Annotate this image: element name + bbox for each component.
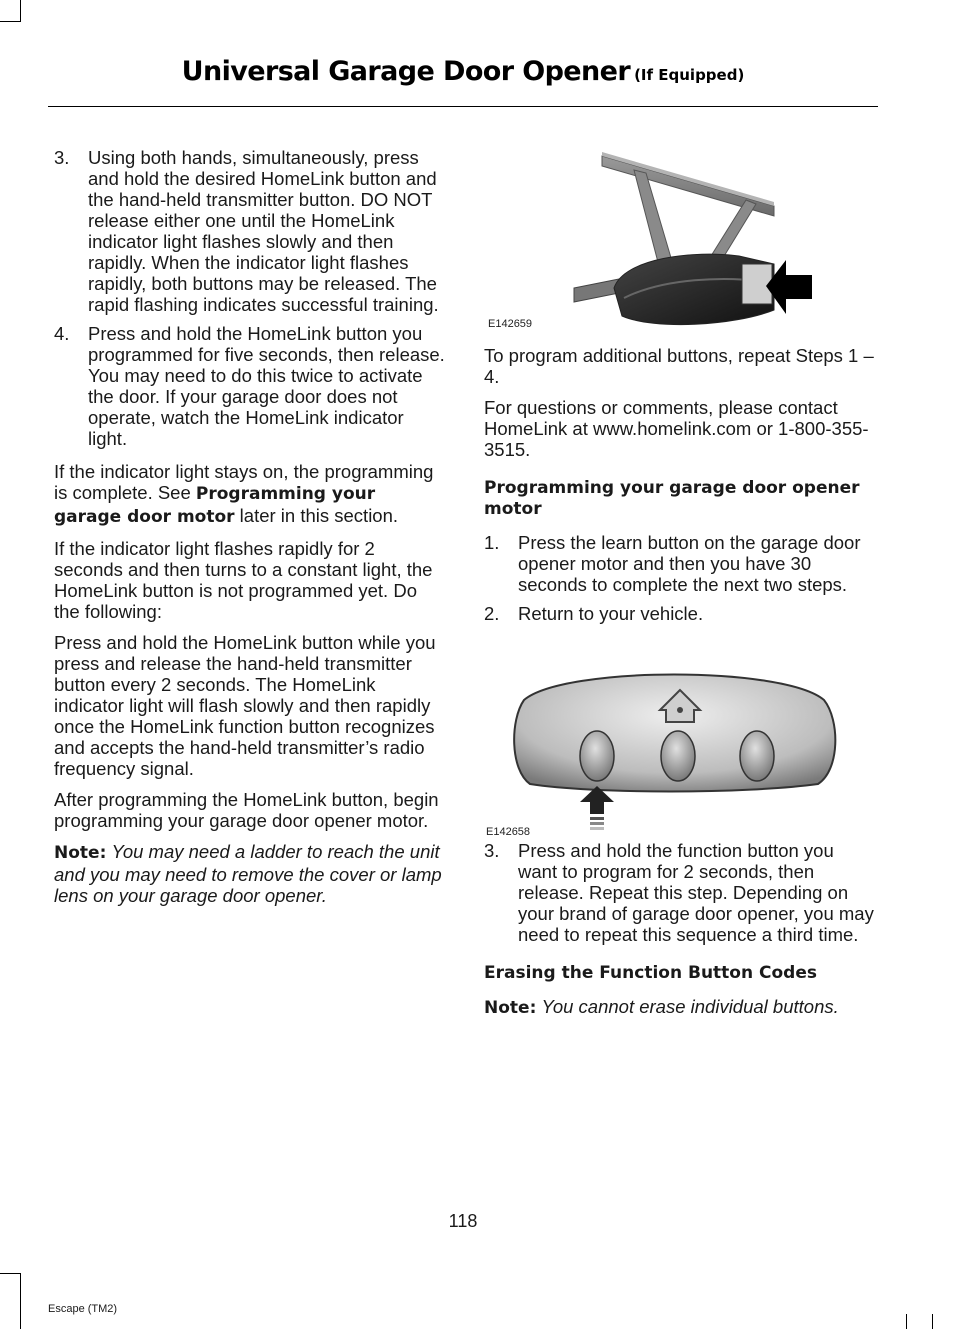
crop-mark [20, 0, 21, 22]
list-text: Return to your vehicle. [518, 603, 704, 624]
note-text: You may need a ladder to reach the unit and you may need to remove the cover or lamp lens on your garage door opener. [54, 841, 442, 906]
list-item-step-4 [54, 323, 446, 449]
paragraph: For questions or comments, please contact HomeLink at www.homelink.com or 1-800-355-3515. [484, 397, 869, 460]
paragraph [54, 461, 446, 528]
function-button-1 [580, 731, 614, 781]
footer-text: Escape (TM2) [48, 1303, 118, 1315]
list-number: 2. [484, 603, 500, 624]
paragraph: If the indicator light flashes rapidly for 2 seconds and then turns to a constant light, the HomeLink button is not programmed yet. Do the following: [54, 538, 433, 622]
note-text: You cannot erase individual buttons. [541, 996, 839, 1017]
header-rule [48, 106, 878, 107]
homelink-drawing [484, 660, 876, 844]
crop-mark [0, 21, 20, 22]
figure-label: E142658 [486, 826, 531, 838]
paragraph-text: later in this section. [239, 505, 399, 526]
crop-mark [0, 1273, 20, 1274]
list-number: 3. [484, 840, 500, 861]
list-item-step-3 [484, 840, 876, 945]
note-label: Note: [484, 998, 537, 1018]
list-item-step-2 [484, 603, 876, 624]
list-number: 3. [54, 147, 70, 168]
paragraph: Press and hold the HomeLink button while you press and release the hand-held transmitter button every 2 seconds. The HomeLink indicator light will flash slowly and then rapidly once the HomeLink function button recognizes and accepts the hand-held transmitter’s radio frequency signal. [54, 632, 436, 779]
page-number: 118 [448, 1211, 478, 1231]
list-text: Press the learn button on the garage door opener motor and then you have 30 seconds to complete the next two steps. [518, 532, 861, 595]
list-number: 4. [54, 323, 70, 344]
cross-reference: Programming your garage door motor [54, 484, 376, 527]
figure-label: E142659 [488, 318, 533, 330]
note [54, 841, 446, 906]
section-heading: Programming your garage door opener motor [484, 478, 860, 519]
function-button-3 [740, 731, 774, 781]
list-item-step-3 [54, 147, 446, 315]
list-text: Press and hold the HomeLink button you programmed for five seconds, then release. You may need to do this twice to activate the door. If your garage door does not operate, watch the HomeLink indicator light. [88, 323, 445, 449]
list-text: Using both hands, simultaneously, press and hold the desired HomeLink button and the hand-held transmitter button. DO NOT release either one until the HomeLink indicator light flashes slowly and then rapidly. When the indicator light flashes rapidly, both buttons may be released. The rapid flashing indicates successful training. [88, 147, 439, 315]
crop-mark [906, 1314, 907, 1329]
page-subtitle: (If Equipped) [634, 66, 745, 84]
garage-opener-motor-illustration [484, 148, 876, 338]
motor-drawing [484, 148, 876, 338]
page-title: Universal Garage Door Opener [181, 56, 631, 87]
page-header [48, 56, 878, 87]
arrow-up-icon [580, 786, 614, 830]
paragraph: After programming the HomeLink button, begin programming your garage door opener motor. [54, 789, 439, 831]
note-label: Note: [54, 843, 107, 863]
paragraph: To program additional buttons, repeat Steps 1 – 4. [484, 345, 874, 387]
crop-mark [20, 1273, 21, 1329]
homelink-buttons-illustration [484, 660, 876, 844]
list-number: 1. [484, 532, 500, 553]
paragraph-text: If the indicator light stays on, the programming is complete. See [54, 461, 434, 503]
list-text: Press and hold the function button you want to program for 2 seconds, then release. Repeat this step. Depending on your brand of garage door opener, you may need to repeat this sequence a third time. [518, 840, 874, 945]
crop-mark [932, 1314, 933, 1329]
section-heading: Erasing the Function Button Codes [484, 963, 817, 983]
note [484, 996, 876, 1019]
list-item-step-1 [484, 532, 876, 595]
left-column [54, 147, 446, 916]
function-button-2 [661, 731, 695, 781]
